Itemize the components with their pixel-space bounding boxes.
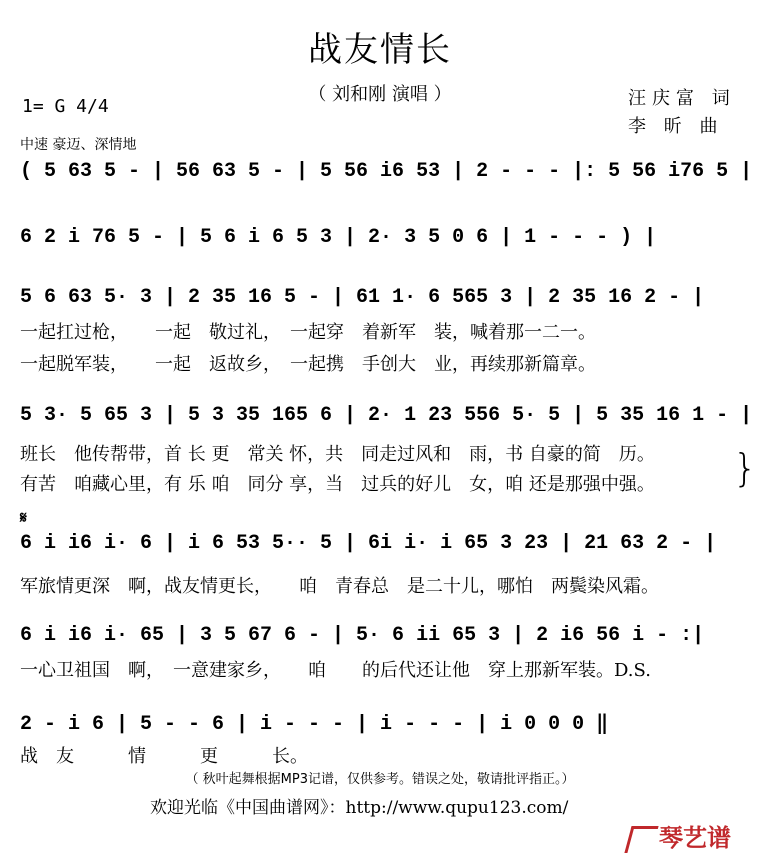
lyricist-credit: 汪庆富 词	[628, 88, 736, 109]
lyric-row-3-verse-1: 一起扛过枪， 一起 敬过礼， 一起穿 着新军 装，喊着那一二一。	[20, 322, 596, 343]
notation-row-2: 6 2 i 76 5 - | 5 6 i 6 5 3 | 2· 3 5 0 6 | 1 - - - ) |	[20, 226, 657, 249]
segno-sign: 𝄋	[20, 508, 27, 527]
notation-row-4: 5 3· 5 65 3 | 5 3 35 165 6 | 2· 1 23 556 5· 5 | 5 35 16 1 - |	[20, 404, 753, 427]
verse-brace: }	[733, 446, 758, 490]
notation-row-6: 6 i i6 i· 65 | 3 5 67 6 - | 5· 6 ii 65 3 | 2 i6 56 i - :|	[20, 624, 705, 647]
lyric-row-6: 一心卫祖国 啊， 一意建家乡， 咱 的后代还让他 穿上那新军装。D.S.	[20, 660, 651, 681]
site-welcome-link[interactable]: 欢迎光临《中国曲谱网》：http://www.qupu123.com/	[150, 798, 569, 818]
notation-row-3: 5 6 63 5· 3 | 2 35 16 5 - | 61 1· 6 565 3 | 2 35 16 2 - |	[20, 286, 705, 309]
song-title: 战友情长	[308, 30, 452, 70]
notation-row-7: 2 - i 6 | 5 - - 6 | i - - - | i - - - | i 0 0 0 ‖	[20, 713, 609, 736]
lyric-row-5: 军旅情更深 啊，战友情更长， 咱 青春总 是二十儿，哪怕 两鬓染风霜。	[20, 576, 659, 597]
lyric-row-4-verse-2: 有苦 咱藏心里，有 乐 咱 同分 享，当 过兵的好儿 女，咱 还是那强中强。	[20, 474, 655, 495]
transcriber-note: （ 秋叶起舞根据MP3记谱，仅供参考。错误之处，敬请批评指正。）	[185, 772, 575, 787]
lyric-row-4-verse-1: 班长 他传帮带，首 长 更 常关 怀，共 同走过风和 雨，书 自豪的简 历。	[20, 444, 655, 465]
logo-text: 琴艺谱	[659, 824, 731, 852]
logo-icon	[624, 826, 658, 853]
notation-row-1: ( 5 63 5 - | 56 63 5 - | 5 56 i6 53 | 2 - - - |: 5 56 i76 5 |	[20, 160, 753, 183]
key-signature: 1= G 4/4	[22, 96, 109, 117]
tempo-marking: 中速 豪迈、深情地	[20, 137, 137, 153]
site-logo	[628, 818, 731, 853]
notation-row-5: 6 i i6 i· 6 | i 6 53 5·· 5 | 6i i· i 65 3 23 | 21 63 2 - |	[20, 532, 717, 555]
lyric-row-7: 战 友 情 更 长。	[20, 746, 308, 767]
lyric-row-3-verse-2: 一起脱军装， 一起 返故乡， 一起携 手创大 业，再续那新篇章。	[20, 354, 596, 375]
performer-subtitle: （ 刘和刚 演唱 ）	[308, 84, 452, 105]
composer-credit: 李 昕 曲	[628, 116, 724, 137]
